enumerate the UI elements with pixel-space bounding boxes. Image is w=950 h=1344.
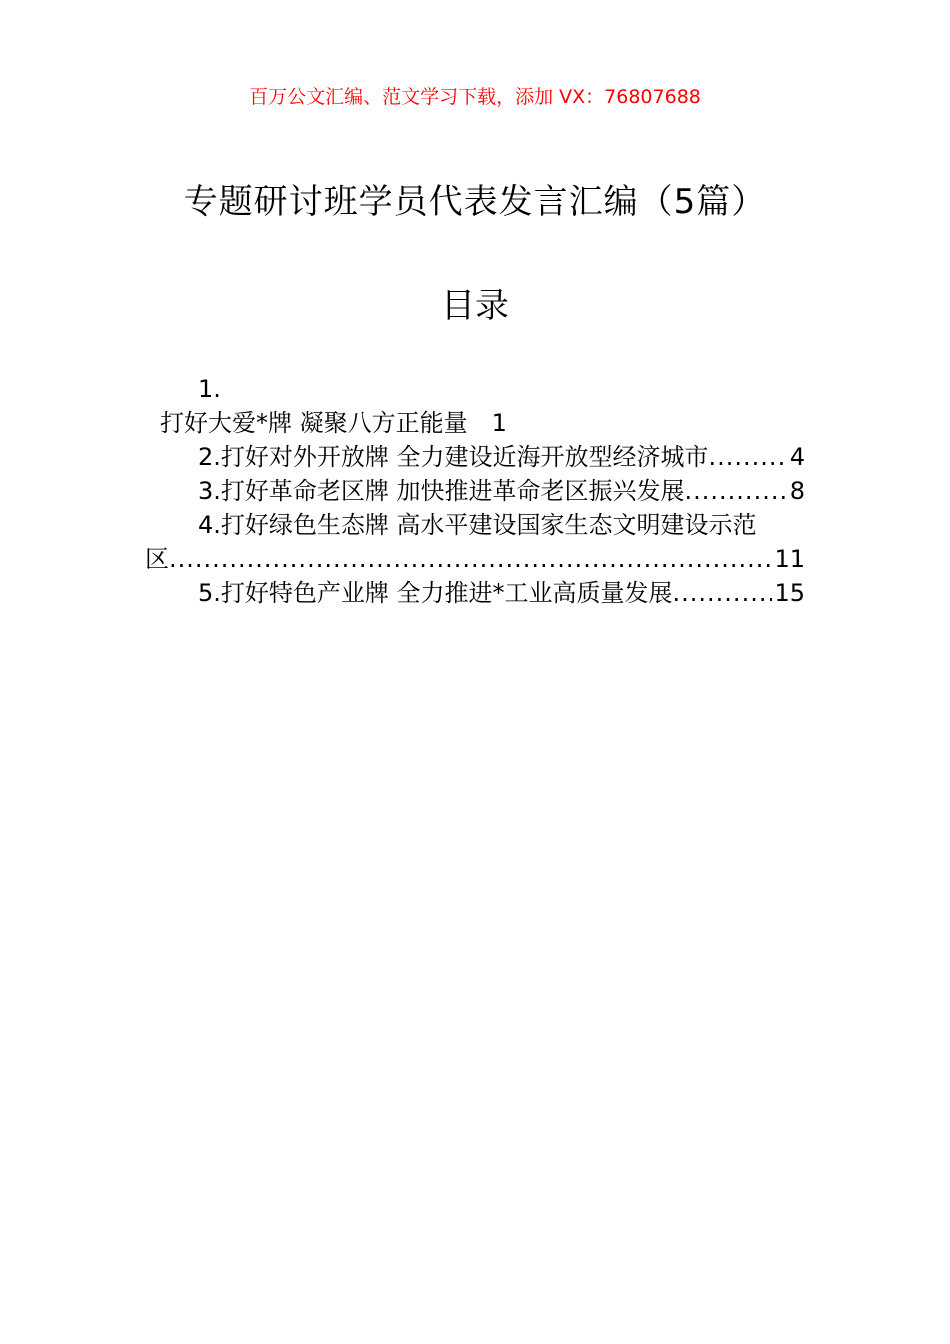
toc-item-1-title: 打好大爱*牌 凝聚八方正能量 [160, 409, 468, 437]
toc-item-3-page: 8 [789, 477, 805, 505]
toc-item-4-title-line2: 区 [145, 545, 169, 573]
toc-item-3-title: 3.打好革命老区牌 加快推进革命老区振兴发展 [198, 477, 685, 505]
toc-item-5-leader [673, 576, 773, 610]
toc-item-3-leader [685, 474, 788, 508]
toc-heading: 目录 [441, 286, 509, 326]
toc-item-1-number-text: 1. [198, 375, 221, 403]
table-of-contents [145, 372, 805, 610]
toc-item-2-title: 2.打好对外开放牌 全力建设近海开放型经济城市 [198, 443, 709, 471]
toc-item-1[interactable] [145, 406, 805, 440]
document-title: 专题研讨班学员代表发言汇编（5篇） [183, 182, 767, 222]
toc-item-4-page: 11 [774, 545, 805, 573]
toc-item-5[interactable] [145, 576, 805, 610]
toc-item-4-line2[interactable] [145, 542, 805, 576]
toc-item-4-title-line1: 4.打好绿色生态牌 高水平建设国家生态文明建设示范 [198, 511, 757, 539]
toc-item-2[interactable] [145, 440, 805, 474]
toc-item-1-page: 1 [491, 409, 507, 437]
toc-item-5-page: 15 [774, 579, 805, 607]
header-note: 百万公文汇编、范文学习下载，添加 VX：76807688 [249, 86, 701, 108]
toc-item-2-page: 4 [789, 443, 805, 471]
toc-item-3[interactable] [145, 474, 805, 508]
toc-item-4-leader [169, 542, 772, 576]
toc-item-2-leader [709, 440, 788, 474]
toc-item-5-title: 5.打好特色产业牌 全力推进*工业高质量发展 [198, 579, 673, 607]
toc-item-1-number [145, 372, 805, 406]
toc-item-4-line1[interactable] [145, 508, 805, 542]
